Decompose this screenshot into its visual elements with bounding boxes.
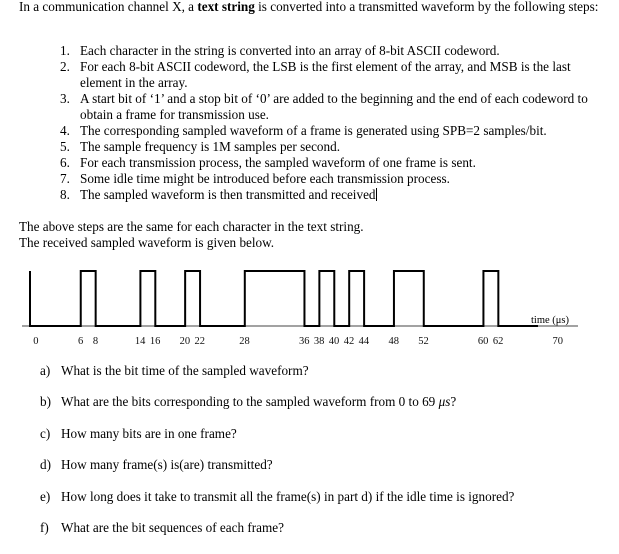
question-label: a) [40,363,51,378]
step-number: 5. [60,139,70,154]
question-text: How many bits are in one frame? [61,426,237,441]
step-item [60,43,600,59]
problem-intro [19,0,615,15]
question-c [40,426,237,442]
tick-label: 42 [343,336,355,347]
waveform-intro: The received sampled waveform is given below. [19,235,275,250]
steps-summary: The above steps are the same for each character in the text string. [19,219,364,234]
tick-label: 38 [313,336,325,347]
question-f [40,520,284,536]
tick-label: 0 [33,336,39,347]
tick-label: 36 [298,336,310,347]
step-number: 3. [60,91,70,106]
step-item [60,123,600,139]
tick-label: 60 [477,336,489,347]
steps-list [60,43,600,203]
tick-label: 20 [179,336,191,347]
tick-label: 14 [134,336,146,347]
tick-label: 40 [328,336,340,347]
tick-label: 62 [492,336,504,347]
step-number: 8. [60,187,70,202]
time-axis-label: time (μs) [531,315,569,326]
step-item [60,155,600,171]
tick-label: 8 [92,336,99,347]
step-text: Each character in the string is converted into an array of 8-bit ASCII codeword. [80,43,500,58]
step-number: 6. [60,155,70,170]
question-text: What are the bit sequences of each frame? [61,520,284,535]
question-a [40,363,309,379]
step-text: The sampled waveform is then transmitted and received [80,187,376,202]
step-number: 1. [60,43,70,58]
tick-label: 70 [552,336,563,347]
question-b [40,394,456,410]
question-label: b) [40,394,51,409]
signal-trace [30,271,538,326]
intro-bold-term: text string [197,0,255,14]
tick-label: 16 [149,336,161,347]
step-item [60,59,600,91]
intro-text-start: In a communication channel X, a [19,0,198,14]
tick-label: 52 [418,336,429,347]
tick-label: 28 [239,336,250,347]
step-number: 7. [60,171,70,186]
step-text: For each 8-bit ASCII codeword, the LSB is the first element of the array, and MSB is the last element in the array. [80,59,571,90]
step-text: The sample frequency is 1M samples per second. [80,139,341,154]
question-label: f) [40,520,49,535]
question-d [40,457,273,473]
question-unit: μs [438,394,451,409]
tick-label: 44 [358,336,370,347]
waveform-signal [30,271,538,326]
step-item [60,171,600,187]
step-item [60,187,600,203]
question-label: e) [40,489,51,504]
step-number: 2. [60,59,70,74]
tick-label: 6 [77,336,84,347]
step-text: A start bit of ‘1’ and a stop bit of ‘0’ are added to the beginning and the end of each codeword to obtain a frame for transmission use. [80,91,588,122]
step-text: Some idle time might be introduced before each transmission process. [80,171,450,186]
question-text-end: ? [450,394,457,409]
question-text: What are the bits corresponding to the sampled waveform from 0 to 69 [61,394,439,409]
step-item [60,91,600,123]
question-text: What is the bit time of the sampled waveform? [61,363,309,378]
step-text: For each transmission process, the sampled waveform of one frame is sent. [80,155,476,170]
question-label: d) [40,457,51,472]
tick-label: 48 [388,336,399,347]
text-cursor [376,188,377,201]
question-e [40,489,514,505]
step-text: The corresponding sampled waveform of a frame is generated using SPB=2 samples/bit. [80,123,547,138]
question-text: How many frame(s) is(are) transmitted? [61,457,273,472]
tick-label: 22 [194,336,206,347]
question-text: How long does it take to transmit all the frame(s) in part d) if the idle time is ignored? [61,489,515,504]
step-number: 4. [60,123,70,138]
intro-text-end: is converted into a transmitted waveform by the following steps: [254,0,599,14]
question-label: c) [40,426,51,441]
step-item [60,139,600,155]
